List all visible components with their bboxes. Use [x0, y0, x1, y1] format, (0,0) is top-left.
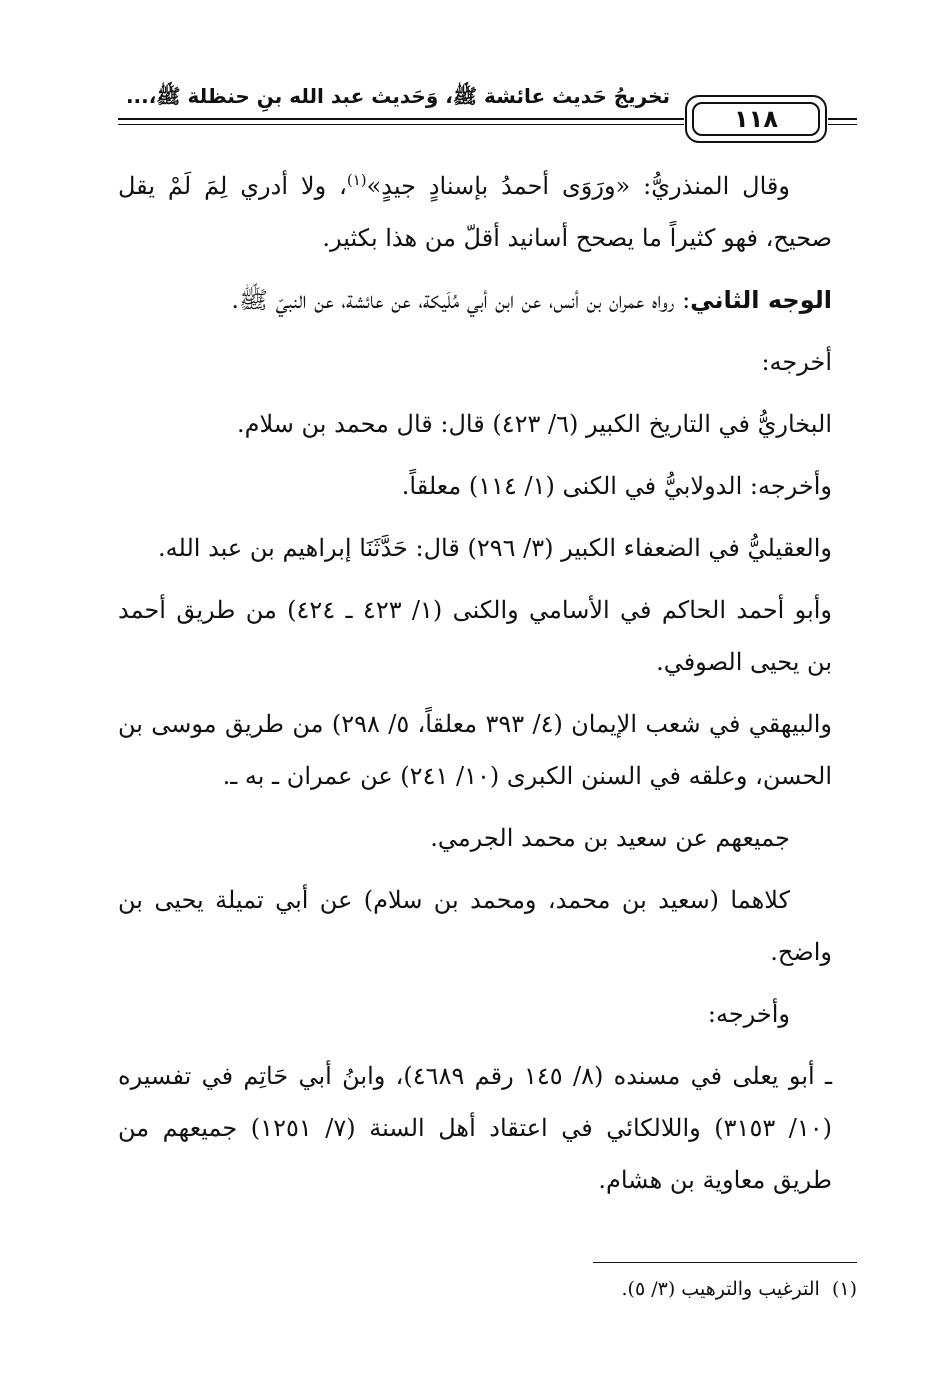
paragraph: [118, 160, 832, 264]
paragraph-text: البخاريُّ في التاريخ الكبير (٦/ ٤٢٣) قال: قال محمد بن سلام.: [236, 410, 832, 438]
paragraph-text: وأبو أحمد الحاكم في الأسامي والكنى (١/ ٤٢٣ ـ ٤٢٤) من طريق أحمد بن يحيى الصوفي.: [118, 596, 833, 676]
footnote-marker: (١): [346, 171, 367, 189]
paragraph: [118, 336, 832, 388]
paragraph-text: وقال المنذريُّ: «ورَوَى أحمدُ بإسنادٍ جيدٍ»: [366, 172, 790, 200]
footnote: [500, 1278, 857, 1300]
paragraph-text: كلاهما (سعيد بن محمد، ومحمد بن سلام) عن أبي تميلة يحيى بن واضح.: [118, 886, 832, 966]
paragraph: [118, 584, 832, 688]
paragraph: [118, 812, 832, 864]
paragraph-text: : رواه عمران بن أنس، عن ابن أبي مُلَيكة، عن عائشة، عن النبيّ ﷺ.: [231, 286, 691, 314]
header-rule-bottom: [118, 124, 684, 125]
paragraph-text: أخرجه:: [761, 348, 832, 376]
paragraph: [118, 1050, 832, 1206]
header-rule-right-bottom: [828, 124, 857, 125]
page-number-frame: [685, 95, 827, 143]
main-text: [118, 160, 832, 1216]
paragraph: [118, 460, 832, 512]
paragraph: [118, 274, 832, 326]
paragraph: [118, 698, 832, 802]
paragraph-text: وأخرجه:: [707, 1000, 790, 1028]
paragraph: [118, 398, 832, 450]
paragraph-text: جميعهم عن سعيد بن محمد الجرمي.: [430, 824, 790, 852]
paragraph-text: والبيهقي في شعب الإيمان (٤/ ٣٩٣ معلقاً، ٥/ ٢٩٨) من طريق موسى بن الحسن، وعلقه في السنن الكبرى (١٠/ ٢٤١) عن عمران ـ به ـ.: [118, 710, 833, 790]
paragraph: [118, 522, 832, 574]
paragraph-text: ـ أبو يعلى في مسنده (٨/ ١٤٥ رقم ٤٦٨٩)، وابنُ أبي حَاتِم في تفسيره (١٠/ ٣١٥٣) واللالكائي في اعتقاد أهل السنة (٧/ ١٢٥١) جميعهم من طريق معاوية بن هشام.: [118, 1062, 833, 1194]
header-rule-top: [118, 118, 684, 120]
paragraph-text: وأخرجه: الدولابيُّ في الكنى (١/ ١١٤) معلقاً.: [401, 472, 832, 500]
section-heading: الوجه الثاني: [690, 286, 832, 314]
paragraph-text-continued: ، ولا أدري لِمَ لَمْ يقل صحيح، فهو كثيراً ما يصحح أسانيد أقلّ من هذا بكثير.: [118, 172, 832, 252]
paragraph: [118, 988, 832, 1040]
header-rule-right-top: [828, 118, 857, 120]
paragraph-text: والعقيليُّ في الضعفاء الكبير (٣/ ٢٩٦) قال: حَدَّثَنَا إبراهيم بن عبد الله.: [158, 534, 832, 562]
footnote-text: الترغيب والترهيب (٣/ ٥).: [621, 1278, 820, 1300]
paragraph: [118, 874, 832, 978]
running-header-title: تخريجُ حَديث عائشة ﷺ، وَحَديث عبد الله بنِ حنظلة ﷺ،...: [125, 84, 670, 108]
footnote-number: (١): [831, 1278, 857, 1300]
page-number: ١١٨: [692, 102, 820, 136]
footnote-separator: [593, 1262, 857, 1263]
